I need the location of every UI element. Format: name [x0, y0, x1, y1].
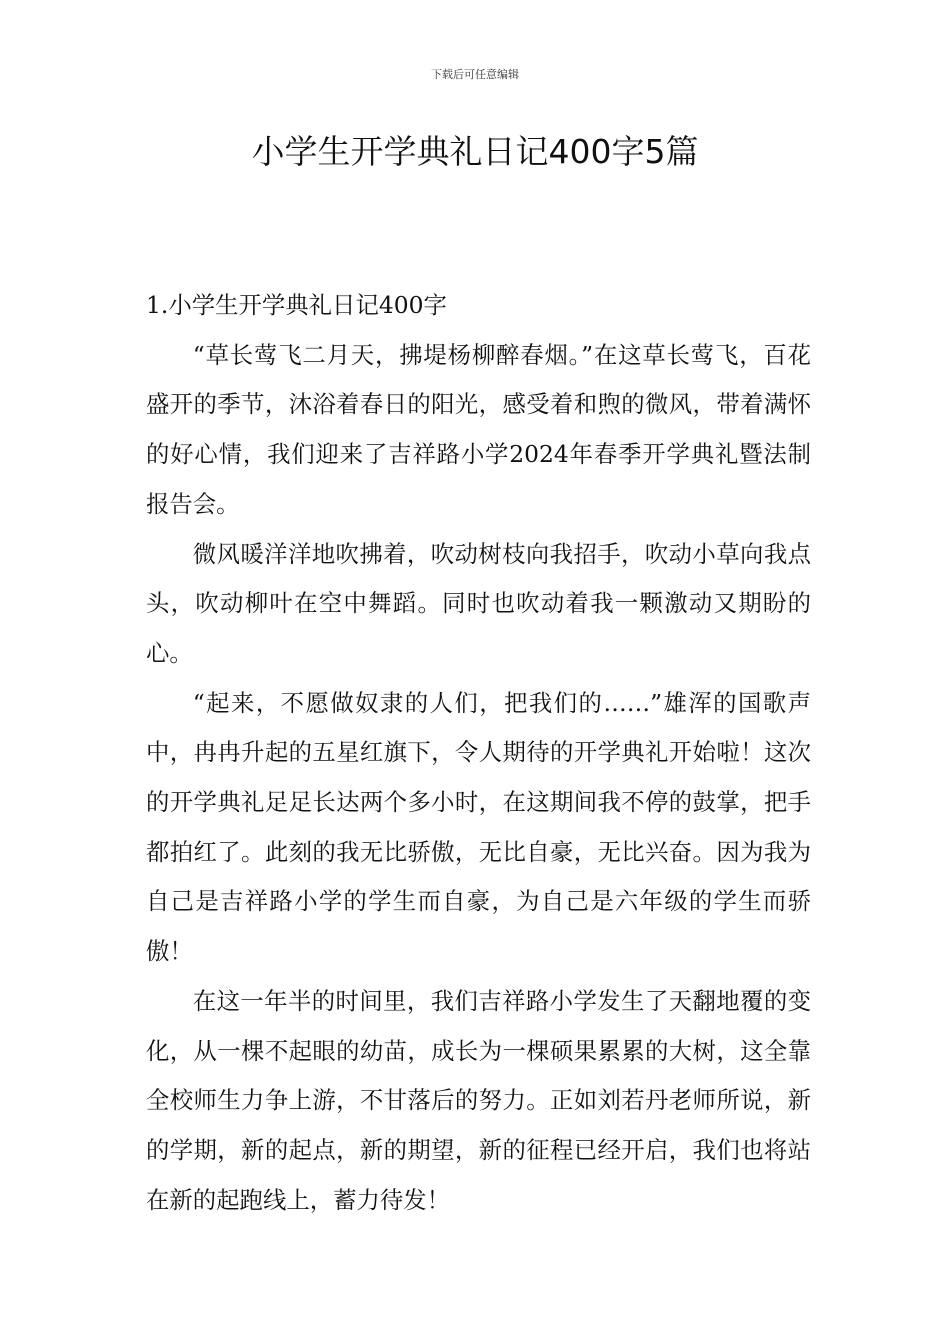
page-title: 小学生开学典礼日记400字5篇: [251, 132, 699, 171]
document-body: [146, 281, 811, 1225]
section-heading: 1.小学生开学典礼日记400字: [146, 291, 447, 319]
paragraph-1: “草长莺飞二月天，拂堤杨柳醉春烟。”在这草长莺飞，百花盛开的季节，沐浴着春日的阳光，感受着和煦的微风，带着满怀的好心情，我们迎来了吉祥路小学2024年春季开学典礼暨法制报告会。: [146, 340, 811, 518]
paragraph-4: 在这一年半的时间里，我们吉祥路小学发生了天翻地覆的变化，从一棵不起眼的幼苗，成长为一棵硕果累累的大树，这全靠全校师生力争上游，不甘落后的努力。正如刘若丹老师所说，新的学期，新的起点，新的期望，新的征程已经开启，我们也将站在新的起跑线上，蓄力待发！: [146, 986, 811, 1214]
paragraph-3: “起来，不愿做奴隶的人们，把我们的……”雄浑的国歌声中，冉冉升起的五星红旗下，令人期待的开学典礼开始啦！这次的开学典礼足足长达两个多小时，在这期间我不停的鼓掌，把手都拍红了。此刻的我无比骄傲，无比自豪，无比兴奋。因为我为自己是吉祥路小学的学生而自豪，为自己是六年级的学生而骄傲！: [146, 688, 811, 966]
paragraph-2: 微风暖洋洋地吹拂着，吹动树枝向我招手，吹动小草向我点头，吹动柳叶在空中舞蹈。同时也吹动着我一颗激动又期盼的心。: [146, 539, 811, 667]
header-note: 下载后可任意编辑: [431, 68, 519, 81]
